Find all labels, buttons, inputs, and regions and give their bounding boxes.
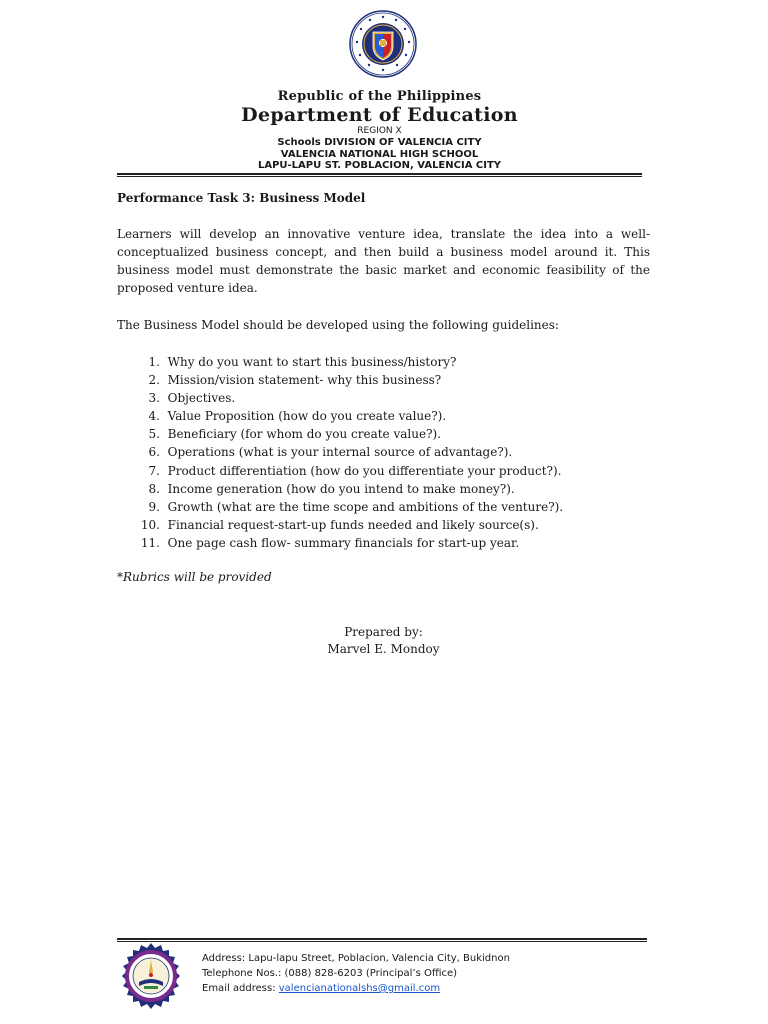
deped-seal-icon: [349, 10, 417, 78]
division-label: Schools DIVISION OF VALENCIA CITY: [277, 137, 482, 148]
list-item-text: Objectives.: [167, 391, 236, 406]
list-item: [135, 516, 563, 534]
list-item-text: Mission/vision statement- why this business?: [167, 373, 442, 388]
list-item-number: 5.: [148, 427, 160, 442]
list-item-text: Growth (what are the time scope and ambitions of the venture?).: [167, 499, 564, 514]
page-title: Performance Task 3: Business Model: [117, 191, 366, 205]
footer-email-line: [202, 983, 440, 994]
list-item-number: 10.: [140, 517, 160, 532]
list-item: [135, 480, 563, 498]
footer-email-label: Email address:: [202, 983, 279, 994]
footer-address: Address: Lapu-lapu Street, Poblacion, Valencia City, Bukidnon: [202, 953, 510, 964]
region-label: REGION X: [357, 126, 402, 136]
list-item-text: Financial request-start-up funds needed and likely source(s).: [167, 517, 539, 532]
department-heading: Department of Education: [241, 104, 518, 126]
rubrics-note: *Rubrics will be provided: [117, 570, 272, 584]
list-item-number: 8.: [148, 481, 160, 496]
school-address: LAPU-LAPU ST. POBLACION, VALENCIA CITY: [257, 160, 502, 171]
list-item: [135, 353, 563, 371]
list-item-number: 6.: [148, 445, 160, 460]
list-item: [135, 534, 563, 552]
list-item-number: 1.: [148, 355, 160, 369]
list-item-number: 9.: [148, 499, 160, 514]
republic-heading: Republic of the Philippines: [277, 89, 482, 104]
list-item: [135, 443, 563, 461]
list-item: [135, 498, 563, 516]
school-seal-icon: [117, 942, 185, 1010]
list-item: [135, 371, 563, 389]
list-item-number: 4.: [148, 409, 160, 424]
email-link[interactable]: valencianationalshs@gmail.com: [278, 983, 441, 994]
list-item-text: Why do you want to start this business/history?: [167, 355, 457, 369]
guidelines-lead: The Business Model should be developed using the following guidelines:: [117, 318, 559, 332]
list-item: [135, 462, 563, 480]
prepared-by-label: Prepared by:: [344, 625, 423, 639]
footer-telephone: Telephone Nos.: (088) 828-6203 (Principal’s Office): [202, 968, 458, 979]
list-item-text: Operations (what is your internal source of advantage?).: [167, 445, 513, 460]
list-item-number: 11.: [140, 535, 160, 550]
list-item-text: Product differentiation (how do you differentiate your product?).: [167, 463, 562, 478]
intro-paragraph: Learners will develop an innovative venture idea, translate the idea into a well-conceptualized business concept, and then build a business model around it. This business model must demonstrate the basic market and economic feasibility of the proposed venture idea.: [117, 227, 650, 295]
header-divider: [117, 173, 642, 177]
list-item-number: 3.: [148, 391, 160, 406]
list-item-number: 2.: [148, 373, 160, 388]
school-name: VALENCIA NATIONAL HIGH SCHOOL: [280, 149, 479, 160]
list-item-text: Value Proposition (how do you create value?).: [167, 409, 447, 424]
footer-divider: [117, 938, 647, 942]
list-item-text: Income generation (how do you intend to make money?).: [167, 481, 515, 496]
preparer-name: Marvel E. Mondoy: [327, 642, 440, 656]
list-item: [135, 389, 563, 407]
list-item: [135, 425, 563, 443]
list-item-number: 7.: [148, 463, 160, 478]
list-item-text: Beneficiary (for whom do you create value?).: [167, 427, 442, 442]
guidelines-list: [135, 353, 563, 552]
list-item-text: One page cash flow- summary financials for start-up year.: [167, 535, 520, 550]
list-item: [135, 407, 563, 425]
